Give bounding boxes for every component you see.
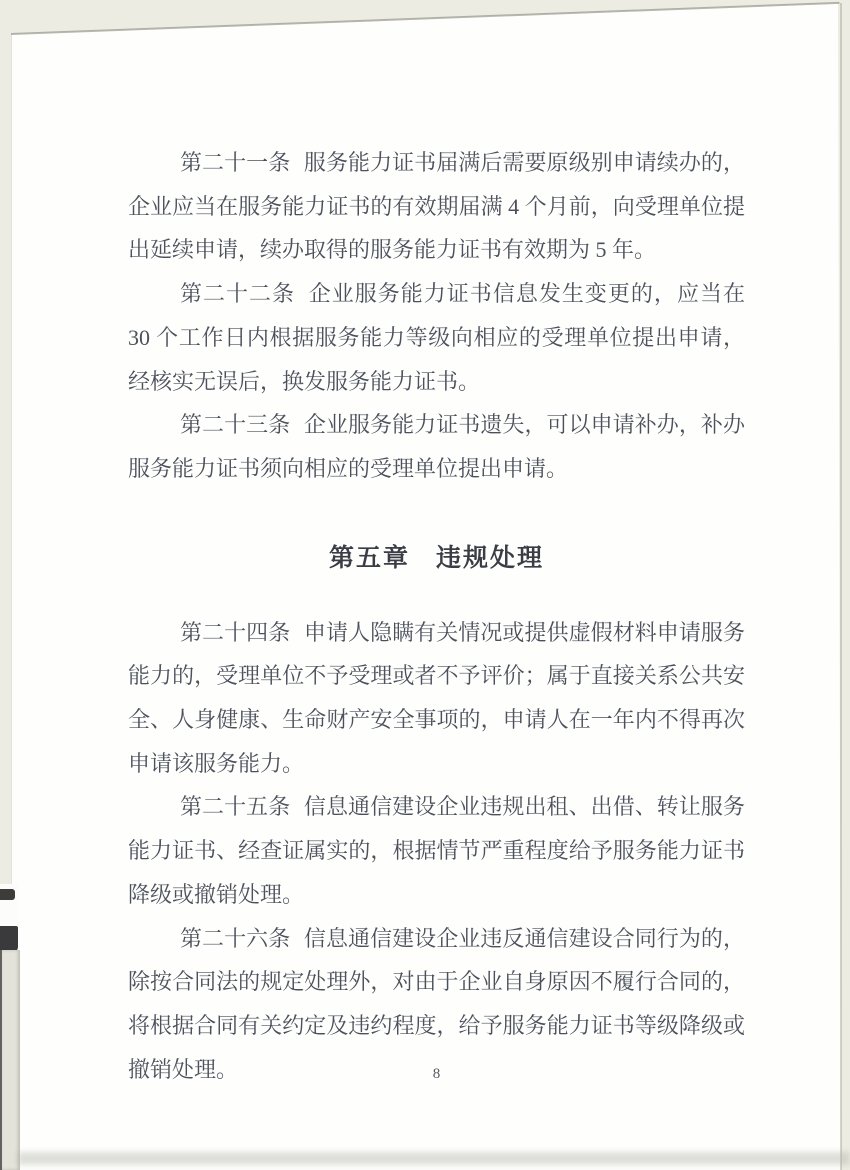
article-25-term: 第二十五条 [180,794,291,820]
article-26-text: 信息通信建设企业违反通信建设合同行为的，除按合同法的规定处理外，对由于企业自身原因不履行合同的，将根据合同有关约定及违约程度，给予服务能力证书等级降级或撤销处理。 [128,925,745,1082]
article-23-text: 企业服务能力证书遗失，可以申请补办，补办服务能力证书须向相应的受理单位提出申请。 [128,412,745,481]
article-21-text: 服务能力证书届满后需要原级别申请续办的，企业应当在服务能力证书的有效期届满 4 个月前，向受理单位提出延续申请，续办取得的服务能力证书有效期为 5 年。 [128,150,745,263]
chapter-heading [128,536,745,580]
page-right-edge-shadow [840,3,842,1170]
scan-bottom-shadow [18,1152,850,1165]
article-23-paragraph [128,403,745,490]
article-24-text: 申请人隐瞒有关情况或提供虚假材料申请服务能力的，受理单位不予受理或者不予评价；属于直接关系公共安全、人身健康、生命财产安全事项的，申请人在一年内不得再次申请该服务能力。 [128,619,745,776]
article-23-term: 第二十三条 [180,412,291,438]
scan-edge-dark-mark-bottom [0,926,18,952]
scan-edge-dark-mark-top [0,889,15,900]
article-26-term: 第二十六条 [180,925,291,951]
scan-edge-beige-strip [0,950,20,1170]
article-22-paragraph [128,272,745,403]
chapter-label: 第五章 [328,543,410,572]
document-content [128,141,745,1091]
article-25-text: 信息通信建设企业违规出租、出借、转让服务能力证书、经查证属实的，根据情节严重程度给予服务能力证书降级或撤销处理。 [128,794,745,907]
article-24-term: 第二十四条 [180,619,291,645]
page-number: 8 [432,1066,441,1082]
chapter-title: 违规处理 [436,543,545,572]
article-22-term: 第二十二条 [180,281,296,307]
article-24-paragraph [128,611,745,786]
article-25-paragraph [128,785,745,916]
article-21-term: 第二十一条 [180,150,291,175]
article-22-text: 企业服务能力证书信息发生变更的，应当在 30 个工作日内根据服务能力等级向相应的受理单位提出申请，经核实无误后，换发服务能力证书。 [128,281,745,394]
article-21-paragraph [128,141,745,272]
